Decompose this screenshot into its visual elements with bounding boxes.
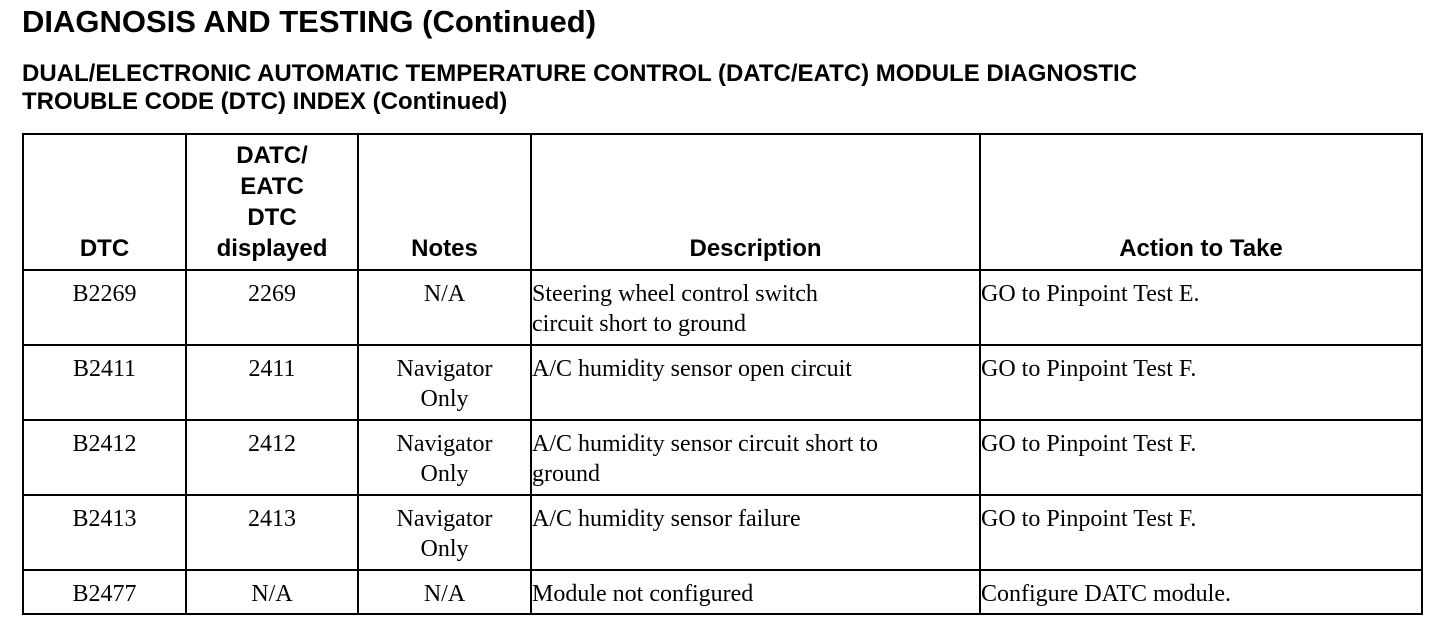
table-row (23, 270, 1422, 345)
cell-line: Only (420, 386, 469, 412)
cell-notes (358, 495, 531, 570)
section-title-line: DUAL/ELECTRONIC AUTOMATIC TEMPERATURE CONTROL (DATC/EATC) MODULE DIAGNOSTIC (22, 60, 1138, 87)
cell-dtc-displayed: N/A (186, 570, 358, 614)
cell-action: GO to Pinpoint Test F. (980, 495, 1422, 570)
dtc-index-table (22, 133, 1423, 615)
cell-dtc: B2411 (23, 345, 186, 420)
cell-line: Navigator (396, 431, 493, 457)
cell-action: GO to Pinpoint Test F. (980, 345, 1422, 420)
cell-description (531, 270, 980, 345)
page-title: DIAGNOSIS AND TESTING (Continued) (22, 4, 597, 39)
header-dtc: DTC (23, 134, 186, 270)
cell-line: A/C humidity sensor circuit short to (532, 431, 878, 457)
cell-line: Navigator (396, 356, 493, 382)
header-dtc-displayed (186, 134, 358, 270)
cell-dtc: B2269 (23, 270, 186, 345)
header-line: DATC/ (236, 142, 308, 169)
cell-dtc-displayed: 2413 (186, 495, 358, 570)
cell-dtc: B2412 (23, 420, 186, 495)
cell-dtc: B2413 (23, 495, 186, 570)
cell-line: ground (532, 461, 600, 487)
cell-description (531, 420, 980, 495)
cell-line: Only (420, 461, 469, 487)
cell-action: Configure DATC module. (980, 570, 1422, 614)
cell-dtc-displayed: 2412 (186, 420, 358, 495)
cell-dtc: B2477 (23, 570, 186, 614)
cell-line: Module not configured (532, 581, 754, 607)
table-row (23, 495, 1422, 570)
table-row (23, 345, 1422, 420)
cell-description (531, 495, 980, 570)
cell-description (531, 570, 980, 614)
cell-notes (358, 270, 531, 345)
table-row (23, 570, 1422, 614)
cell-notes (358, 570, 531, 614)
cell-action: GO to Pinpoint Test E. (980, 270, 1422, 345)
header-line: DTC (247, 204, 297, 231)
header-description: Description (531, 134, 980, 270)
header-line: EATC (240, 173, 304, 200)
cell-line: A/C humidity sensor open circuit (532, 356, 852, 382)
header-line: displayed (216, 235, 328, 262)
cell-description (531, 345, 980, 420)
section-title (22, 60, 1402, 116)
section-title-line: TROUBLE CODE (DTC) INDEX (Continued) (22, 88, 508, 115)
cell-line: A/C humidity sensor failure (532, 506, 801, 532)
cell-dtc-displayed: 2411 (186, 345, 358, 420)
header-notes: Notes (358, 134, 531, 270)
table-header-row (23, 134, 1422, 270)
cell-line: N/A (423, 281, 466, 307)
cell-line: N/A (423, 581, 466, 607)
cell-notes (358, 345, 531, 420)
table-row (23, 420, 1422, 495)
cell-action: GO to Pinpoint Test F. (980, 420, 1422, 495)
cell-line: circuit short to ground (532, 311, 746, 337)
cell-notes (358, 420, 531, 495)
header-action: Action to Take (980, 134, 1422, 270)
cell-dtc-displayed: 2269 (186, 270, 358, 345)
cell-line: Steering wheel control switch (532, 281, 818, 307)
cell-line: Navigator (396, 506, 493, 532)
cell-line: Only (420, 536, 469, 562)
